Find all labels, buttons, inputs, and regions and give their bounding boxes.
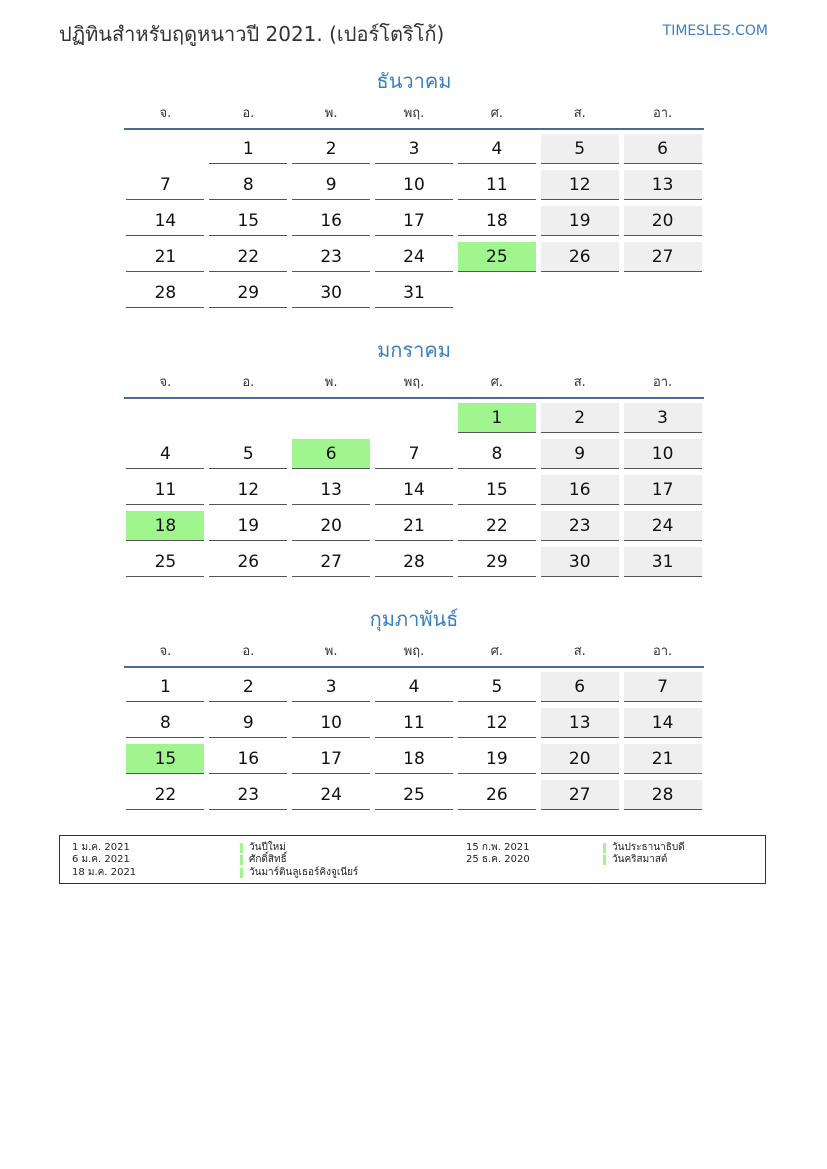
day-number: 19: [209, 511, 287, 541]
weekday-label: ส.: [573, 374, 586, 390]
week-row: [124, 238, 704, 274]
day-number: 1: [458, 403, 536, 433]
weekday-label: พ.: [324, 105, 338, 121]
day-cell: [124, 238, 207, 274]
day-number: 3: [375, 134, 453, 164]
empty-day-cell: [207, 399, 290, 435]
day-cell: [207, 776, 290, 812]
day-number: 9: [209, 708, 287, 738]
page-title: ปฏิทินสำหรับฤดูหนาวปี 2021. (เปอร์โตริโก้): [59, 22, 445, 46]
weekday-header: [124, 634, 704, 668]
day-number: 21: [624, 744, 702, 774]
day-cell: [455, 130, 538, 166]
day-number: 10: [292, 708, 370, 738]
day-number: 3: [624, 403, 702, 433]
day-number: 28: [375, 547, 453, 577]
day-number: 10: [375, 170, 453, 200]
weekday-label: จ.: [159, 105, 172, 121]
weekday-header: [124, 365, 704, 399]
day-cell: [455, 704, 538, 740]
day-number: 15: [209, 206, 287, 236]
week-row: [124, 202, 704, 238]
day-cell: [290, 507, 373, 543]
day-number: 31: [375, 278, 453, 308]
day-cell: [124, 543, 207, 579]
day-number: 6: [292, 439, 370, 469]
day-number: 22: [209, 242, 287, 272]
legend-holiday-name: วันคริสมาสต์: [612, 854, 668, 865]
day-cell: [207, 274, 290, 310]
day-cell: [621, 435, 704, 471]
day-cell: [207, 543, 290, 579]
day-cell: [621, 238, 704, 274]
legend-holiday-name: วันมาร์ตินลูเธอร์คิงจูเนียร์: [249, 867, 359, 878]
day-number: 10: [624, 439, 702, 469]
day-cell: [538, 238, 621, 274]
day-number: 7: [375, 439, 453, 469]
day-cell: [621, 543, 704, 579]
legend-holiday-name: วันปีใหม่: [249, 842, 286, 853]
day-cell: [538, 202, 621, 238]
day-number: 27: [541, 780, 619, 810]
day-cell: [538, 740, 621, 776]
day-number: 26: [541, 242, 619, 272]
day-cell: [455, 507, 538, 543]
day-number: 27: [624, 242, 702, 272]
day-cell: [207, 435, 290, 471]
day-number: 12: [209, 475, 287, 505]
day-cell: [290, 166, 373, 202]
site-link[interactable]: TIMESLES.COM: [662, 23, 768, 39]
day-cell: [207, 238, 290, 274]
weekday-label: ศ.: [490, 374, 504, 390]
legend-date: 1 ม.ค. 2021: [72, 842, 130, 853]
day-cell: [621, 704, 704, 740]
holiday-marker: [240, 868, 243, 878]
month-name: ธันวาคม: [376, 69, 452, 93]
day-cell: [373, 704, 456, 740]
day-number: 29: [458, 547, 536, 577]
day-number: 7: [624, 672, 702, 702]
day-cell: [124, 668, 207, 704]
month-calendar: [124, 604, 704, 812]
day-cell: [621, 668, 704, 704]
legend-holiday-name: วันประธานาธิบดี: [612, 842, 685, 853]
weekday-label: อ.: [242, 374, 255, 390]
empty-day-cell: [290, 399, 373, 435]
day-number: 23: [292, 242, 370, 272]
weekday-label: อา.: [652, 643, 673, 659]
day-number: 17: [375, 206, 453, 236]
day-cell: [373, 435, 456, 471]
day-cell: [290, 202, 373, 238]
day-number: 28: [126, 278, 204, 308]
empty-day-cell: [124, 130, 207, 166]
day-number: 8: [458, 439, 536, 469]
day-cell: [373, 202, 456, 238]
day-number: 23: [541, 511, 619, 541]
day-cell: [207, 740, 290, 776]
day-number: 6: [541, 672, 619, 702]
day-number: 17: [292, 744, 370, 774]
day-cell: [621, 166, 704, 202]
weekday-label: พ.: [324, 643, 338, 659]
day-number: 25: [126, 547, 204, 577]
day-cell: [124, 166, 207, 202]
week-row: [124, 166, 704, 202]
day-cell: [207, 471, 290, 507]
day-number: 13: [292, 475, 370, 505]
day-cell: [621, 507, 704, 543]
day-number: 11: [458, 170, 536, 200]
day-cell: [124, 704, 207, 740]
day-number: 21: [375, 511, 453, 541]
day-number: 20: [624, 206, 702, 236]
day-number: 31: [624, 547, 702, 577]
weekday-label: จ.: [159, 643, 172, 659]
day-cell: [373, 238, 456, 274]
day-number: 30: [292, 278, 370, 308]
day-cell: [290, 130, 373, 166]
day-number: 14: [624, 708, 702, 738]
day-cell: [373, 543, 456, 579]
weekday-label: อ.: [242, 643, 255, 659]
weekday-label: ศ.: [490, 643, 504, 659]
day-cell: [290, 274, 373, 310]
day-cell: [124, 471, 207, 507]
day-number: 2: [209, 672, 287, 702]
month-name: กุมภาพันธ์: [369, 607, 459, 631]
day-cell: [538, 166, 621, 202]
day-cell: [455, 776, 538, 812]
day-number: 24: [624, 511, 702, 541]
day-number: 18: [458, 206, 536, 236]
day-number: 19: [541, 206, 619, 236]
day-cell: [124, 274, 207, 310]
day-number: 23: [209, 780, 287, 810]
day-number: 6: [624, 134, 702, 164]
holiday-marker: [240, 843, 243, 853]
day-cell: [621, 471, 704, 507]
day-number: 22: [458, 511, 536, 541]
day-cell: [290, 740, 373, 776]
day-number: 11: [126, 475, 204, 505]
holiday-marker: [603, 843, 606, 853]
day-number: 3: [292, 672, 370, 702]
holiday-legend: [59, 835, 766, 884]
day-number: 2: [541, 403, 619, 433]
day-number: 20: [541, 744, 619, 774]
day-cell: [373, 471, 456, 507]
day-cell: [207, 166, 290, 202]
day-cell: [538, 704, 621, 740]
week-row: [124, 507, 704, 543]
empty-day-cell: [455, 274, 538, 310]
day-number: 18: [375, 744, 453, 774]
day-number: 12: [541, 170, 619, 200]
day-number: 11: [375, 708, 453, 738]
day-cell: [124, 776, 207, 812]
day-cell: [124, 435, 207, 471]
day-number: 14: [375, 475, 453, 505]
month-calendar: [124, 66, 704, 310]
day-cell: [290, 704, 373, 740]
day-cell: [538, 776, 621, 812]
weekday-label: ส.: [573, 643, 586, 659]
weekday-label: พฤ.: [403, 374, 425, 390]
day-cell: [621, 740, 704, 776]
day-cell: [373, 274, 456, 310]
day-cell: [538, 471, 621, 507]
day-number: 21: [126, 242, 204, 272]
day-cell: [207, 202, 290, 238]
empty-day-cell: [124, 399, 207, 435]
day-cell: [290, 776, 373, 812]
day-number: 13: [624, 170, 702, 200]
day-number: 5: [209, 439, 287, 469]
day-cell: [455, 166, 538, 202]
day-cell: [207, 130, 290, 166]
week-row: [124, 399, 704, 435]
legend-date: 6 ม.ค. 2021: [72, 854, 130, 865]
day-number: 22: [126, 780, 204, 810]
day-cell: [373, 130, 456, 166]
day-cell: [207, 704, 290, 740]
day-number: 15: [126, 744, 204, 774]
day-number: 24: [375, 242, 453, 272]
day-number: 30: [541, 547, 619, 577]
weekday-label: ศ.: [490, 105, 504, 121]
holiday-day-cell: [455, 399, 538, 435]
legend-date: 18 ม.ค. 2021: [72, 867, 137, 878]
holiday-day-cell: [124, 507, 207, 543]
month-calendar: [124, 335, 704, 579]
weekday-label: อา.: [652, 374, 673, 390]
day-cell: [538, 435, 621, 471]
day-number: 9: [541, 439, 619, 469]
day-cell: [207, 668, 290, 704]
day-number: 24: [292, 780, 370, 810]
holiday-day-cell: [290, 435, 373, 471]
day-number: 14: [126, 206, 204, 236]
day-cell: [290, 543, 373, 579]
weekday-label: พฤ.: [403, 643, 425, 659]
day-cell: [290, 238, 373, 274]
day-number: 12: [458, 708, 536, 738]
week-row: [124, 776, 704, 812]
day-number: 20: [292, 511, 370, 541]
legend-date: 15 ก.พ. 2021: [466, 842, 530, 853]
day-cell: [538, 543, 621, 579]
week-row: [124, 130, 704, 166]
day-number: 19: [458, 744, 536, 774]
day-number: 28: [624, 780, 702, 810]
weekday-label: ส.: [573, 105, 586, 121]
day-cell: [621, 399, 704, 435]
day-number: 5: [541, 134, 619, 164]
day-number: 26: [458, 780, 536, 810]
day-number: 25: [458, 242, 536, 272]
day-number: 16: [292, 206, 370, 236]
day-number: 4: [375, 672, 453, 702]
week-row: [124, 543, 704, 579]
week-row: [124, 704, 704, 740]
day-cell: [373, 776, 456, 812]
week-row: [124, 274, 704, 310]
day-cell: [455, 543, 538, 579]
day-number: 16: [209, 744, 287, 774]
day-number: 1: [209, 134, 287, 164]
day-cell: [538, 507, 621, 543]
week-row: [124, 435, 704, 471]
week-row: [124, 668, 704, 704]
day-cell: [621, 130, 704, 166]
holiday-day-cell: [124, 740, 207, 776]
holiday-marker: [240, 855, 243, 865]
day-number: 9: [292, 170, 370, 200]
day-cell: [290, 668, 373, 704]
holiday-day-cell: [455, 238, 538, 274]
day-cell: [538, 668, 621, 704]
weekday-label: พฤ.: [403, 105, 425, 121]
day-cell: [373, 166, 456, 202]
day-cell: [373, 668, 456, 704]
day-number: 18: [126, 511, 204, 541]
day-cell: [455, 435, 538, 471]
day-number: 4: [126, 439, 204, 469]
day-number: 15: [458, 475, 536, 505]
day-number: 29: [209, 278, 287, 308]
day-number: 8: [126, 708, 204, 738]
day-number: 26: [209, 547, 287, 577]
day-cell: [538, 399, 621, 435]
week-row: [124, 471, 704, 507]
day-cell: [455, 740, 538, 776]
day-number: 2: [292, 134, 370, 164]
day-cell: [538, 130, 621, 166]
legend-date: 25 ธ.ค. 2020: [466, 854, 530, 865]
day-cell: [455, 471, 538, 507]
day-number: 13: [541, 708, 619, 738]
day-cell: [621, 776, 704, 812]
weekday-header: [124, 96, 704, 130]
week-row: [124, 740, 704, 776]
day-cell: [290, 471, 373, 507]
day-number: 5: [458, 672, 536, 702]
legend-holiday-name: ศักดิ์สิทธิ์: [249, 854, 287, 865]
day-cell: [373, 740, 456, 776]
day-number: 17: [624, 475, 702, 505]
empty-day-cell: [538, 274, 621, 310]
weekday-label: จ.: [159, 374, 172, 390]
day-cell: [207, 507, 290, 543]
day-cell: [124, 202, 207, 238]
weekday-label: อ.: [242, 105, 255, 121]
day-cell: [455, 202, 538, 238]
weekday-label: พ.: [324, 374, 338, 390]
empty-day-cell: [373, 399, 456, 435]
day-number: 1: [126, 672, 204, 702]
day-number: 16: [541, 475, 619, 505]
weekday-label: อา.: [652, 105, 673, 121]
day-number: 4: [458, 134, 536, 164]
day-number: 27: [292, 547, 370, 577]
holiday-marker: [603, 855, 606, 865]
empty-day-cell: [621, 274, 704, 310]
day-number: 25: [375, 780, 453, 810]
day-number: 7: [126, 170, 204, 200]
day-number: 8: [209, 170, 287, 200]
day-cell: [455, 668, 538, 704]
day-cell: [373, 507, 456, 543]
day-cell: [621, 202, 704, 238]
month-name: มกราคม: [377, 338, 451, 362]
